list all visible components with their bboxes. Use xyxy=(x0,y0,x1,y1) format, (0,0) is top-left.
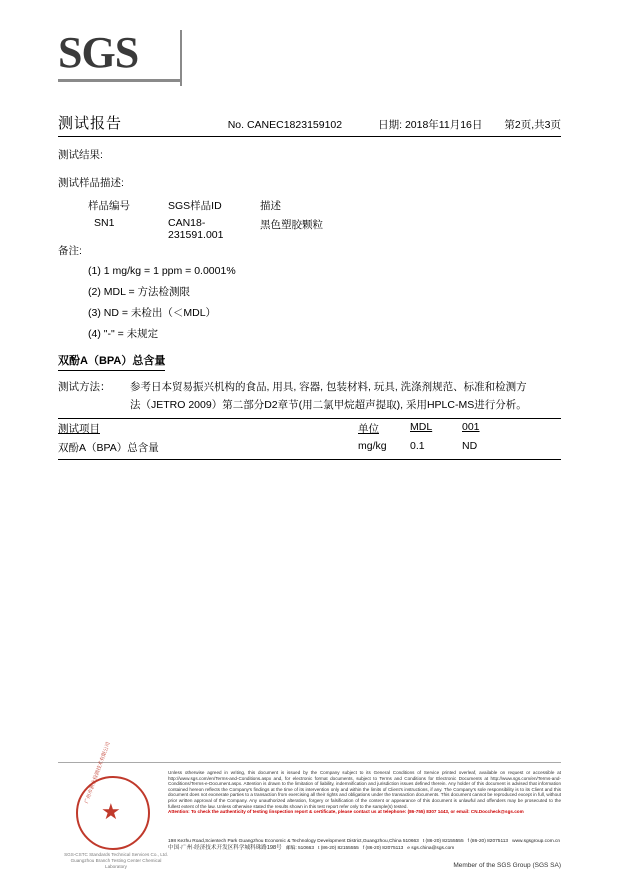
note-item-3: (3) ND = 未检出（＜MDL） xyxy=(88,307,217,319)
footer-address-en: 198 Kezhu Road,Scientech Park Guangzhou Economic & Technology Development District,Guangzhou,China 510663 xyxy=(168,839,419,844)
report-date xyxy=(378,117,482,132)
sample-col-sgsid: SGS样品ID xyxy=(168,200,222,212)
footer-address-block xyxy=(168,838,561,852)
footer-email-cn: e sgs.china@sgs.com xyxy=(407,846,455,851)
results-item-value: 双酚A（BPA）总含量 xyxy=(58,442,159,454)
footer-legal-paragraph: Unless otherwise agreed in writing, this document is issued by the Company subject to its General Conditions of Service printed overleaf, available on request or accessible at http://www.sgs.com/en/Terms-and-Conditions.aspx and, for electronic format documents, subject to Terms and Conditions for Electronic Documents at http://www.sgs.com/en/Terms-and-Conditions/Terms-e-Document.aspx. Attention is drawn to the limitation of liability, indemnification and jurisdiction issues defined therein. Any holder of this document is advised that information contained hereon reflects the Company's findings at the time of its intervention only and within the limits of Client's instructions, if any. The Company's sole responsibility is to its Client and this document does not exonerate parties to a transaction from exercising all their rights and obligations under the transaction documents. This document cannot be reproduced except in full, without prior written approval of the Company. Any unauthorized alteration, forgery or falsification of the content or appearance of this document is unlawful and offenders may be prosecuted to the fullest extent of the law. Unless otherwise stated the results shown in this test report refer only to the sample(s) tested. xyxy=(168,770,561,809)
report-number-value: CANEC1823159102 xyxy=(246,119,343,131)
page-number: 第2页,共3页 xyxy=(504,119,561,131)
logo-underline xyxy=(58,79,180,82)
results-table-top-rule xyxy=(58,418,561,419)
results-label: 测试结果: xyxy=(58,149,103,161)
footer-zip: 邮编: 510663 xyxy=(285,846,315,851)
sample-table-header xyxy=(88,198,281,213)
star-icon: ★ xyxy=(101,799,121,824)
sgs-logo-text: SGS xyxy=(58,28,139,77)
results-col-sample-001: 001 xyxy=(462,421,480,433)
footer-address-en-row xyxy=(168,838,561,845)
report-header-row xyxy=(58,112,561,133)
bpa-section-heading: 双酚A（BPA）总含量 xyxy=(58,352,165,371)
stamp-ring-label: 广州市新业检测技术有限公司 xyxy=(83,741,112,805)
logo-vertical-tick xyxy=(180,30,182,86)
stamp-caption xyxy=(62,852,170,870)
footer-address-cn-row xyxy=(168,845,561,852)
results-table-header xyxy=(58,421,561,436)
stamp-caption-line-2: Guangzhou Branch Testing Center Chemical Laboratory xyxy=(70,858,162,869)
footer-web: www.sgsgroup.com.cn xyxy=(512,839,561,844)
results-mdl-value: 0.1 xyxy=(410,440,425,452)
footer-tel: t (86-20) 82155555 xyxy=(422,839,464,844)
test-method-line-1: 参考日本贸易振兴机构的食品, 用具, 容器, 包装材料, 玩具, 洗涤剂规范、标准和检测方 xyxy=(130,381,527,393)
sample-no-value: SN1 xyxy=(94,217,115,229)
notes-heading: 备注: xyxy=(58,245,82,257)
report-number xyxy=(228,119,342,131)
sgs-logo xyxy=(58,30,180,82)
footer-divider xyxy=(58,762,561,763)
sample-description-heading: 测试样品描述: xyxy=(58,177,124,189)
table-row xyxy=(88,217,323,241)
footer-member-note: Member of the SGS Group (SGS SA) xyxy=(453,862,561,869)
stamp-caption-line-1: SGS-CSTC Standards Technical Services Co., Ltd. xyxy=(64,852,168,857)
results-result-value: ND xyxy=(462,440,478,452)
sample-sgsid-value: CAN18-231591.001 xyxy=(168,217,224,241)
sample-col-desc: 描述 xyxy=(260,200,281,212)
note-item-4: (4) "-" = 未规定 xyxy=(88,328,159,340)
report-date-value: 2018年11月16日 xyxy=(404,119,483,131)
sample-col-no: 样品编号 xyxy=(88,200,130,212)
report-number-label: No. xyxy=(227,119,245,131)
report-meta xyxy=(228,117,561,132)
test-method-line-2: 法（JETRO 2009）第二部分D2章节(用二氯甲烷超声提取), 采用HPLC-MS进行分析。 xyxy=(130,399,527,411)
results-col-item: 测试项目 xyxy=(58,423,100,435)
report-date-label: 日期: xyxy=(378,119,403,131)
results-col-unit: 单位 xyxy=(358,423,379,435)
test-method-label: 测试方法： xyxy=(58,381,111,393)
note-item-1: (1) 1 mg/kg = 1 ppm = 0.0001% xyxy=(88,265,236,277)
results-col-mdl: MDL xyxy=(410,421,433,433)
results-unit-value: mg/kg xyxy=(358,440,387,452)
footer-legal-text xyxy=(168,770,561,815)
results-table-bottom-rule xyxy=(58,459,561,460)
note-item-2: (2) MDL = 方法检测限 xyxy=(88,286,190,298)
table-row xyxy=(58,440,561,455)
company-stamp xyxy=(62,741,170,869)
footer-fax-cn: f (86-20) 82075113 xyxy=(362,846,404,851)
header-divider xyxy=(58,136,561,137)
page-title: 测试报告 xyxy=(58,115,123,132)
footer-verify-line: Attention: To check the authenticity of testing /inspection report & certificate, please contact us at telephone: (86-755) 8307 1443, or email: CN.Doccheck@sgs.com xyxy=(168,809,524,815)
sample-desc-value: 黑色塑胶颗粒 xyxy=(260,219,323,231)
footer-address-cn: 中国·广州·经济技术开发区科学城科珠路198号 xyxy=(168,845,282,851)
footer-fax: f (86-20) 82075113 xyxy=(467,839,509,844)
footer-tel-cn: t (86-20) 82155555 xyxy=(318,846,359,851)
